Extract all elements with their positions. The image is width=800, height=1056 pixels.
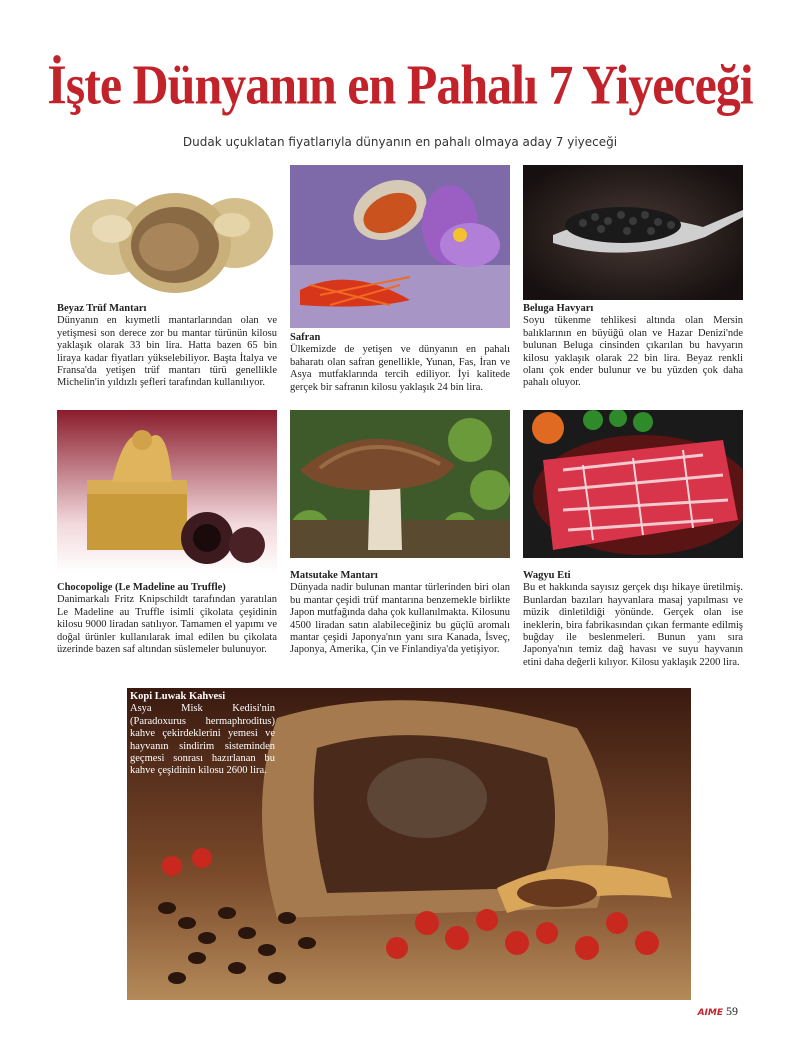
kopi-luwak-caption <box>130 691 275 778</box>
wagyu-image <box>523 410 743 558</box>
matsutake-text: Dünyada nadir bulunan mantar türlerinden biri olan bu mantar çeşidi trüf mantarına benzemekle birlikte Japon mutfağında daha çok kullanılmakta. Kilosunu 4500 liradan satın alabileceğiniz bu güçlü aromalı mantar çeşidi Japonya'nın yanı sıra Kanada, İsveç, Japonya, Amerika, Çin ve Finlandiya'da yetişiyor. <box>290 582 510 656</box>
wagyu-text: Bu et hakkında sayısız gerçek dışı hikaye üretilmiş. Bunlardan bazıları hayvanlara masaj yapılması ve müzik dinletildiği yönünde. Gerçek olan ise ineklerin, bira fabrikasından çıkan fermante edilmiş buğday ile beslenmeleri. Bunun yanı sıra Japonya'nın temiz dağ havası ve suyu hayvanın etini daha değerli kılıyor. Kilosu yaklaşık 2200 lira. <box>523 582 743 668</box>
wagyu-caption <box>523 570 743 669</box>
chocolate-image <box>57 410 277 573</box>
matsutake-image <box>290 410 510 558</box>
matsutake-caption <box>290 570 510 657</box>
saffron-caption <box>290 332 510 394</box>
truffle-text: Dünyanın en kıymetli mantarlarından olan ve yetişmesi son derece zor bu mantar türünün kilosu yaklaşık olarak 33 bin lira. Hatta bazen 65 bin liraya kadar fiyatları yükselebiliyor. Başta İtalya ve Fransa'da yetişen trüf mantarı türü genellikle Michelin'in yıldızlı şefleri tarafından kullanılıyor. <box>57 315 277 389</box>
saffron-text: Ülkemizde de yetişen ve dünyanın en pahalı baharatı olan safran genellikle, Yunan, Fas, İran ve Asya mutfaklarında tercih ediliyor. İyi kalitede gerçek bir safranın kilosu yaklaşık 24 bin lira. <box>290 344 510 393</box>
chocolate-caption <box>57 582 277 656</box>
page-number: 59 <box>726 1004 738 1018</box>
page-title: İşte Dünyanın en Pahalı 7 Yiyeceği <box>47 53 753 116</box>
caviar-image <box>523 165 743 300</box>
truffle-image <box>57 165 277 300</box>
caviar-caption <box>523 303 743 390</box>
caviar-heading: Beluga Havyarı <box>523 303 594 314</box>
kopi-luwak-heading: Kopi Luwak Kahvesi <box>130 691 226 702</box>
magazine-logo: AIME <box>697 1008 723 1018</box>
chocolate-text: Danimarkalı Fritz Knipschildt tarafından yaratılan Le Madeline au Truffle isimli çikolata çeşidinin kilosu 9000 liradan satılıyor. Tamamen el yapımı ve doğal ürünler kullanılarak imal edilen bu çikolata üzerinde bazen saf altından süslemeler bulunuyor. <box>57 594 277 656</box>
matsutake-heading: Matsutake Mantarı <box>290 570 378 581</box>
page-subtitle: Dudak uçuklatan fiyatlarıyla dünyanın en pahalı olmaya aday 7 yiyeceği <box>182 135 618 149</box>
truffle-caption <box>57 303 277 390</box>
page-footer <box>698 1004 738 1019</box>
saffron-heading: Safran <box>290 332 321 343</box>
caviar-text: Soyu tükenme tehlikesi altında olan Mersin balıklarının en büyüğü olan ve Hazar Denizi'nde bulunan Beluga cinsinden çıkarılan bu havyarın kilosu yaklaşık olarak 22 bin lira. Beyaz renkli olanı çok ender bulunur ve bu yüzden çok daha pahalı oluyor. <box>523 315 743 389</box>
kopi-luwak-text: Asya Misk Kedisi'nin (Paradoxurus hermaphroditus) kahve çekirdeklerini yemesi ve hayvanın sindirim sisteminden geçmesi sonrası hazırlanan bu kahve çeşidinin kilosu 2600 lira. <box>130 703 275 777</box>
truffle-heading: Beyaz Trüf Mantarı <box>57 303 147 314</box>
saffron-image <box>290 165 510 328</box>
chocolate-heading: Chocopolige (Le Madeline au Truffle) <box>57 582 226 593</box>
wagyu-heading: Wagyu Eti <box>523 570 571 581</box>
